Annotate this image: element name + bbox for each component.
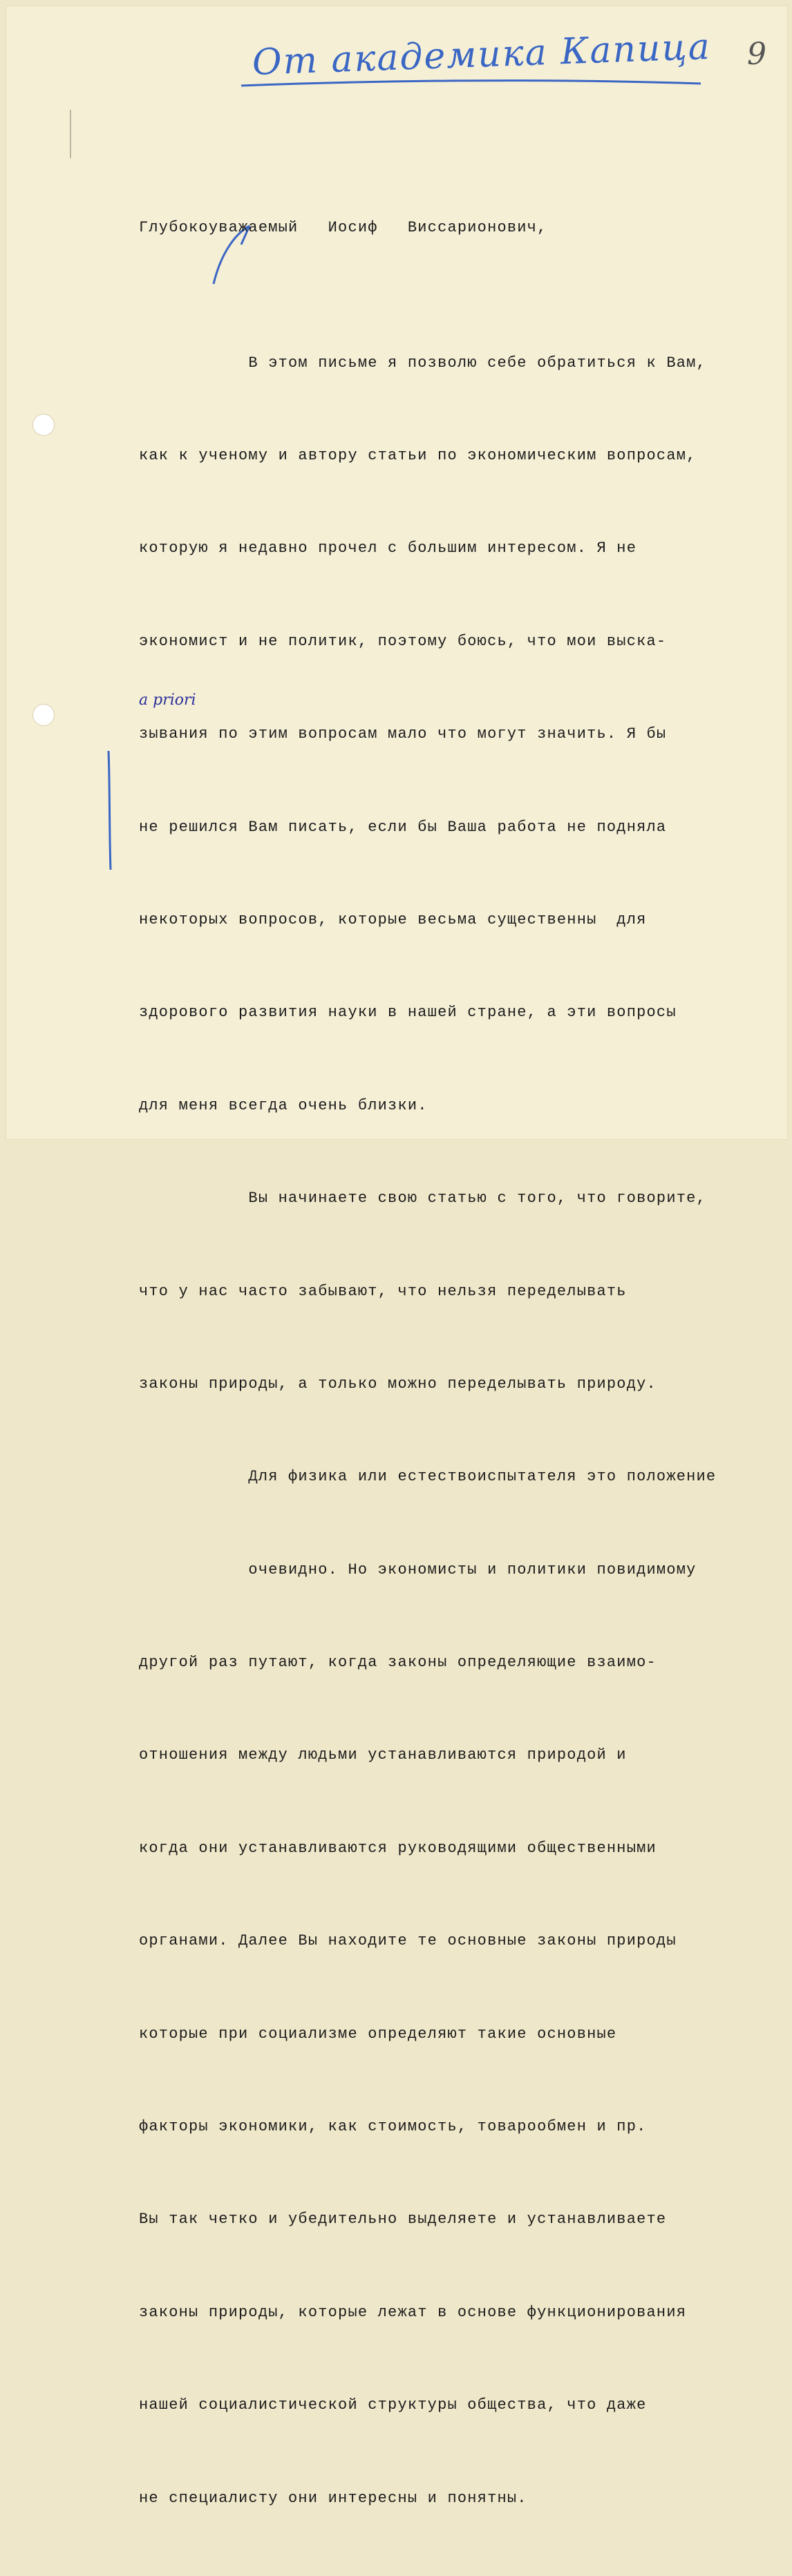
body-line: не решился Вам писать, если бы Ваша работа не подняла	[139, 818, 667, 836]
body-line: некоторых вопросов, которые весьма существенны для	[139, 910, 647, 928]
body-line: факторы экономики, как стоимость, товарообмен и пр.	[139, 2118, 647, 2136]
body-line: отношения между людьми устанавливаются природой и	[139, 1746, 627, 1764]
body-line: законы природы, а только можно переделывать природу.	[139, 1375, 657, 1393]
body-line: нашей социалистической структуры общества, что даже	[139, 2396, 647, 2414]
body-line: В этом письме я позволю себе обратиться к Вам,	[139, 354, 706, 372]
letter-body	[139, 286, 716, 2576]
body-line: которую я недавно прочел с большим интересом. Я не	[139, 540, 637, 557]
body-line: зывания по этим вопросам мало что могут значить. Я бы	[139, 725, 667, 743]
salutation: Глубокоуважаемый Иосиф Виссарионович,	[139, 219, 547, 236]
body-line: здорового развития науки в нашей стране, а эти вопросы	[139, 1004, 677, 1022]
header-underline	[241, 81, 701, 86]
body-line: которые при социализме определяют такие основные	[139, 2025, 617, 2043]
body-line: законы природы, которые лежат в основе функционирования	[139, 2303, 687, 2321]
body-line: Для физика или естествоиспытателя это положение	[139, 1468, 717, 1486]
body-line: Вы начинаете свою статью с того, что говорите,	[139, 1190, 706, 1208]
body-line: что у нас часто забывают, что нельзя переделывать	[139, 1282, 627, 1300]
letter-page	[6, 6, 788, 2507]
body-line: экономист и не политик, поэтому боюсь, что мои выска-	[139, 632, 667, 650]
body-line: органами. Далее Вы находите те основные законы природы	[139, 1932, 677, 1950]
margin-annotation-a-priori: a priori	[139, 691, 196, 709]
body-line: для меня всегда очень близки.	[139, 1096, 428, 1114]
margin-sidebar-line	[109, 751, 111, 870]
body-line: как к ученому и автору статьи по экономическим вопросам,	[139, 446, 697, 464]
handwritten-header: От академика Капица	[252, 26, 712, 84]
body-line: очевидно. Но экономисты и политики повидимому	[139, 1561, 697, 1578]
body-line: Вы так четко и убедительно выделяете и устанавливаете	[139, 2211, 667, 2229]
body-line: другой раз путают, когда законы определяющие взаимо-	[139, 1654, 657, 1672]
body-line: не специалисту они интересны и понятны.	[139, 2489, 527, 2507]
body-line: когда они устанавливаются руководящими общественными	[139, 1839, 657, 1857]
page-number: 9	[747, 37, 766, 72]
